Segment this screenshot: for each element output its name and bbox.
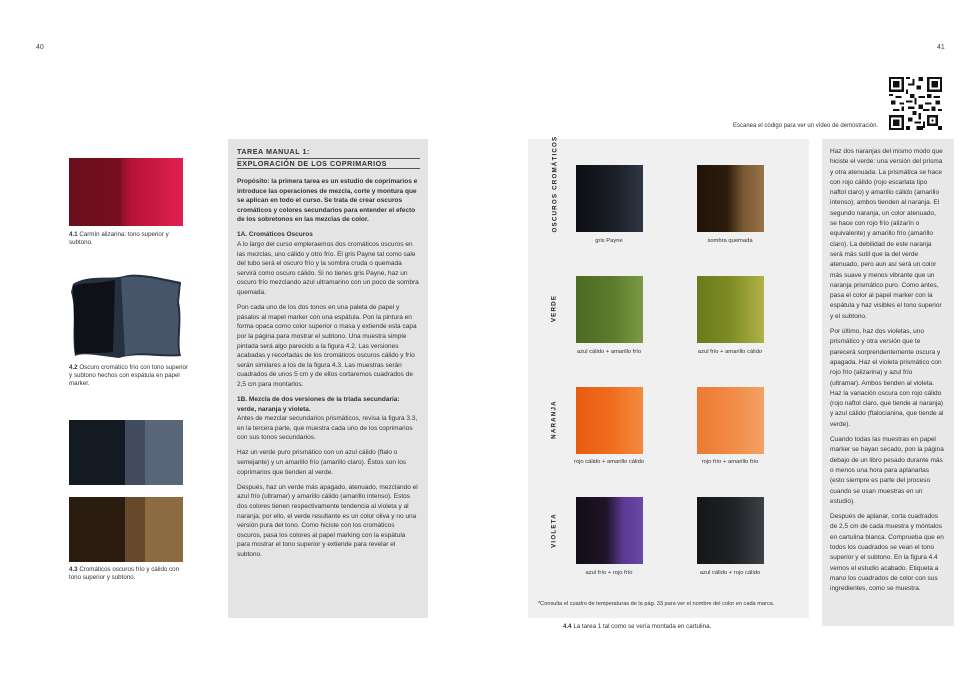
row-label-violet: VIOLETA	[550, 513, 558, 548]
swatch-label: rojo cálido + amarillo cálido	[573, 459, 645, 465]
swatch-orange-muted	[697, 387, 764, 454]
figure-4-3-caption	[69, 566, 189, 582]
swatch-label: sombra quemada	[707, 238, 753, 244]
figure-4-1-caption	[69, 231, 189, 247]
paragraph: Antes de mezclar secundarios prismáticos, revisa la figura 3.3, en la tercera parte, que muestra cada uno de los coprimarios con sus tonos secundarios.	[237, 415, 418, 442]
swatch-label: rojo frío + amarillo frío	[701, 459, 759, 465]
swatch-label: gris Payne	[595, 238, 623, 244]
row-label-chromatic-darks: OSCUROS CROMÁTICOS	[551, 135, 559, 233]
paragraph: Haz un verde puro prismático con un azul cálido (ftalo o semejante) y un amarillo frío (amarillo claro). Éstos son los coprimarios que tienden al verde.	[237, 449, 407, 476]
paragraph: Después, haz un verde más apagado, atenuado, mezclando el azul frío (ultramar) y amarillo cálido (amarillo intenso). Estos dos colores tienen respectivamente tendencia al violeta y al naranja; por ello, el verde resultante es un color oliva y no una versión pura del tono. Como hiciste con los cromáticos oscuros, pasa los colores al papel marking con la espátula para mostrar el tono superior y extiende para revelar el subtono.	[237, 483, 418, 558]
swatch-label: azul cálido + rojo cálido	[699, 570, 761, 576]
swatch-label: azul frío + amarillo cálido	[697, 349, 763, 355]
task-heading: TAREA MANUAL 1:	[237, 147, 420, 159]
paragraph: Por último, haz dos violetas, uno prismático y otra versión que te parecerá sorprendentemente oscura y apagada. Haz el violeta prismático con rojo frío (alizarina) y azul frío (ultramar). Ambos tienden al violeta. Haz la variación oscura con rojo cálido (rojo naftol claro, que tiende al naranja) y azul cálido (ftalocianina, que tiende al verde).	[830, 328, 944, 428]
page-number-right: 41	[937, 44, 945, 51]
alizarin-swatch-image	[69, 158, 183, 226]
swatch-label: azul frío + rojo frío	[585, 570, 633, 576]
swatch-violet-prismatic	[576, 497, 643, 564]
qr-instruction: Escanea el código para ver un vídeo de demostración.	[733, 123, 879, 129]
figure-text: Carmín alizarina: tono superior y subtono.	[69, 231, 169, 246]
swatch-violet-dark	[697, 497, 764, 564]
figure-number: 4.1	[69, 231, 78, 238]
figure-text: La tarea 1 tal como se vería montada en cartulina.	[571, 623, 712, 630]
cool-dark-spatula-image	[69, 272, 185, 359]
swatch-label: azul cálido + amarillo frío	[576, 349, 642, 355]
paragraph: Después de aplanar, corta cuadrados de 2,5 cm de cada muestra y móntalos en cartulina blanca. Comprueba que en todos los cuadrados se vean el tono superior y el subtono. En la figura 4.4 vemos el estudio acabado. Etiqueta a mano los cuadrados de color con sus ingredientes, como se muestra.	[830, 513, 944, 593]
card-footnote: *Consulta el cuadro de temperaturas de la pág. 33 para ver el nombre del color en cada marca.	[538, 601, 775, 607]
paragraph: Haz dos naranjas del mismo modo que hiciste el verde: una versión del prisma y otra atenuada. La prismática se hace con rojo cálido (rojo escarlata tipo naftol claro) y amarillo cálido (amarillo intenso); ambos tienden al naranja. El segundo naranja, un color atenuado, se hace con rojo frío (alizarín o equivalente) y amarillo frío (amarillo claro). La debilidad de este naranja será más sutil que la del verde atenuado, pero aun así será un color más suave y menos vibrante que un naranja prismático puro. Como antes, pasa el color al papel marker con la espátula y haz visibles el tono superior y el subtono.	[830, 148, 943, 320]
task-panel	[237, 147, 420, 565]
qr-code-icon[interactable]	[889, 77, 942, 130]
figure-number: 4.2	[69, 364, 78, 371]
section-1a-title: 1A. Cromáticos Oscuros	[237, 231, 313, 239]
swatch-green-muted	[697, 276, 764, 343]
paragraph: Pon cada uno de los dos tonos en una paleta de papel y pásalos al mapel marker con una espátula. Pon la pintura en forma opaca como color superior o masa y extiende esta capa por la página para mostrar el subtono. Una muestra simple pintada será algo parecido a la figura 4.2. Las versiones acabadas y recortadas de los cromáticos oscuros cálido y frío serán similares a los de la figura 4.3. Las muestras serán cuadrados de unos 5 cm y de ellos cortaremos cuadrados de 2,5 cm para montarlos.	[237, 304, 417, 388]
color-study-card	[528, 135, 809, 618]
right-text-panel	[830, 147, 944, 599]
figure-text: Oscuro cromático frío con tono superior y subtono hechos con espátula en papel marker.	[69, 364, 188, 387]
swatch-burnt-umber	[697, 165, 764, 232]
warm-dark-square-image	[69, 497, 183, 562]
figure-text: Cromáticos oscuros frío y cálido con tono superior y subtono.	[69, 566, 180, 581]
figure-4-2-caption	[69, 364, 189, 388]
figure-number: 4.3	[69, 566, 78, 573]
swatch-payne-gray	[576, 165, 643, 232]
task-subheading: EXPLORACIÓN DE LOS COPRIMARIOS	[237, 159, 420, 170]
cool-dark-square-image	[69, 420, 183, 485]
section-1b-title: 1B. Mezcla de dos versiones de la tríada secundaria: verde, naranja y violeta.	[237, 395, 400, 413]
paragraph: Cuando todas las muestras en papel marker se hayan secado, pon la página debajo de un libro pesado durante más o menos una hora para aplanarlas (esto siempre es parte del proceso cuando se usan muestras en un estudio).	[830, 436, 944, 505]
row-label-green: VERDE	[550, 294, 558, 323]
row-label-orange: NARANJA	[550, 400, 558, 439]
paragraph: A lo largo del curso empleraemos dos cromáticos oscuros en las mezclas, uno cálido y otro frío. El gris Payne tal como sale del tubo será el oscuro frío y la sombra cruda o quemada servirá como oscuro cálido. Si no tienes gris Payne, haz un oscuro frío mezclando azul ultramarino con un poco de sombra quemada.	[237, 241, 419, 297]
figure-4-4-caption	[563, 623, 711, 630]
swatch-orange-prismatic	[576, 387, 643, 454]
figure-number: 4.4	[563, 623, 572, 630]
task-purpose: Propósito: la primera tarea es un estudio de coprimarios e introduce las operaciones de mezcla, corte y montura que se aplican en todo el curso. Se trata de crear oscuros cromáticos y colores secundarios para entender el efecto de los sobretonos en las mezclas de color.	[237, 178, 418, 224]
page-number-left: 40	[36, 44, 44, 51]
swatch-green-prismatic	[576, 276, 643, 343]
